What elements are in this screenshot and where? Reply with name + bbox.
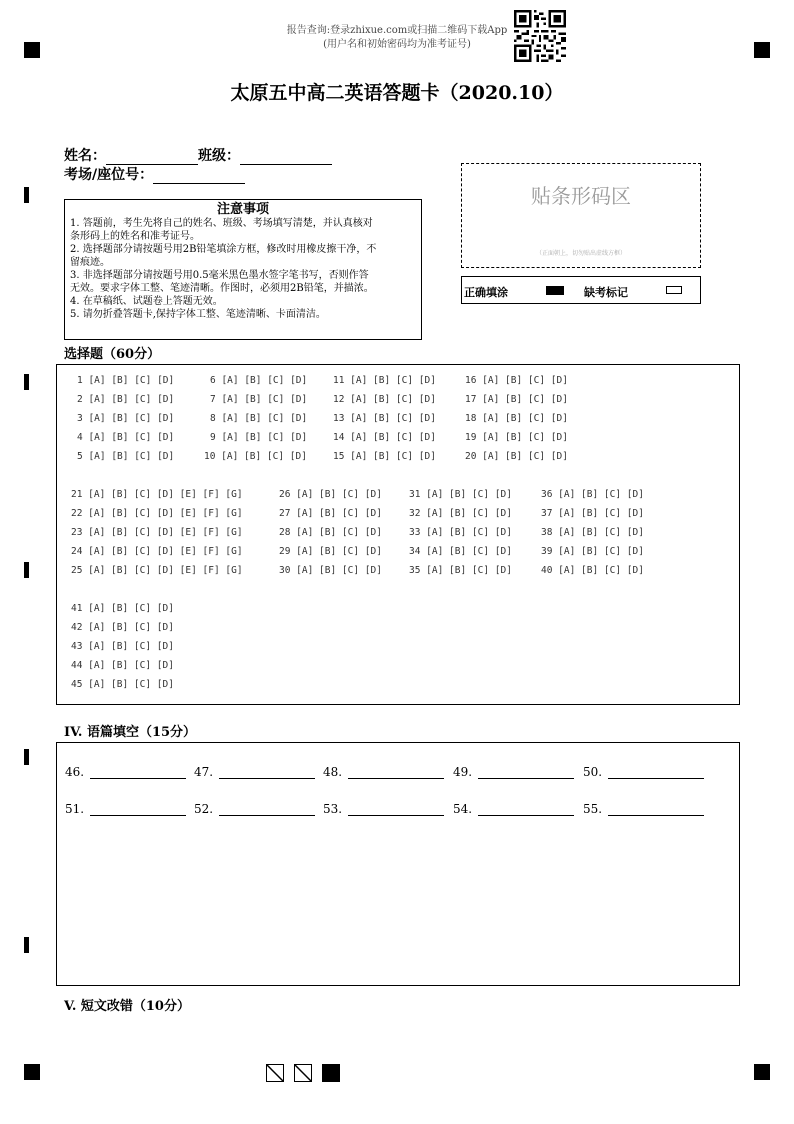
fill-blank[interactable] bbox=[453, 802, 574, 816]
choice-question[interactable]: 4 [A] [B] [C] [D] bbox=[77, 432, 175, 443]
side-mark bbox=[24, 562, 29, 578]
notes-title: 注意事项 bbox=[216, 202, 269, 217]
name-label: 姓名： bbox=[64, 148, 106, 164]
choice-question[interactable]: 11 [A] [B] [C] [D] bbox=[333, 375, 436, 386]
report-line-1: 报告查询:登录zhixue.com或扫描二维码下载App bbox=[286, 25, 508, 36]
fill-blank-line[interactable] bbox=[90, 803, 186, 816]
fill-blank-number: 55. bbox=[583, 802, 603, 816]
choice-question[interactable]: 37 [A] [B] [C] [D] bbox=[541, 508, 644, 519]
class-input[interactable] bbox=[240, 150, 332, 165]
choice-question[interactable]: 45 [A] [B] [C] [D] bbox=[71, 679, 174, 690]
fill-blank-line[interactable] bbox=[478, 803, 574, 816]
choice-question[interactable]: 33 [A] [B] [C] [D] bbox=[409, 527, 512, 538]
choice-question[interactable]: 16 [A] [B] [C] [D] bbox=[465, 375, 568, 386]
choice-question[interactable]: 25 [A] [B] [C] [D] [E] [F] [G] bbox=[71, 565, 243, 576]
notes-lines bbox=[70, 217, 416, 321]
choice-question[interactable]: 35 [A] [B] [C] [D] bbox=[409, 565, 512, 576]
fill-blank[interactable] bbox=[583, 765, 704, 779]
choice-question[interactable]: 1 [A] [B] [C] [D] bbox=[77, 375, 175, 386]
fill-blank-number: 47. bbox=[194, 765, 214, 779]
choice-question[interactable]: 8 [A] [B] [C] [D] bbox=[210, 413, 308, 424]
fill-blank[interactable] bbox=[65, 802, 186, 816]
choice-question[interactable]: 40 [A] [B] [C] [D] bbox=[541, 565, 644, 576]
choice-question[interactable]: 10 [A] [B] [C] [D] bbox=[204, 451, 307, 462]
seat-field-row bbox=[64, 164, 245, 184]
absent-mark-box[interactable] bbox=[666, 286, 682, 294]
choice-question[interactable]: 15 [A] [B] [C] [D] bbox=[333, 451, 436, 462]
barcode-label: 贴条形码区 bbox=[531, 184, 631, 208]
name-input[interactable] bbox=[106, 150, 198, 165]
choice-question[interactable]: 22 [A] [B] [C] [D] [E] [F] [G] bbox=[71, 508, 243, 519]
notes-line: 2. 选择题部分请按题号用2B铅笔填涂方框，修改时用橡皮擦干净，不 bbox=[70, 244, 377, 255]
fill-blank-number: 48. bbox=[323, 765, 343, 779]
choice-question[interactable]: 17 [A] [B] [C] [D] bbox=[465, 394, 568, 405]
side-mark bbox=[24, 187, 29, 203]
absent-mark-label: 缺考标记 bbox=[584, 286, 628, 299]
side-mark bbox=[24, 937, 29, 953]
name-field-row bbox=[64, 145, 332, 165]
choice-question[interactable]: 39 [A] [B] [C] [D] bbox=[541, 546, 644, 557]
choice-question[interactable]: 24 [A] [B] [C] [D] [E] [F] [G] bbox=[71, 546, 243, 557]
choice-question[interactable]: 26 [A] [B] [C] [D] bbox=[279, 489, 382, 500]
choice-question[interactable]: 20 [A] [B] [C] [D] bbox=[465, 451, 568, 462]
seat-label: 考场/座位号： bbox=[64, 167, 154, 183]
fill-box bbox=[56, 742, 740, 986]
correction-section-title: V. 短文改错（10分） bbox=[64, 999, 190, 1014]
choice-question[interactable]: 12 [A] [B] [C] [D] bbox=[333, 394, 436, 405]
fill-blank-number: 50. bbox=[583, 765, 603, 779]
fill-blank-line[interactable] bbox=[219, 766, 315, 779]
fill-blank-number: 53. bbox=[323, 802, 343, 816]
choice-question[interactable]: 43 [A] [B] [C] [D] bbox=[71, 641, 174, 652]
choice-question[interactable]: 2 [A] [B] [C] [D] bbox=[77, 394, 175, 405]
fill-blank-line[interactable] bbox=[90, 766, 186, 779]
fill-blank-number: 52. bbox=[194, 802, 214, 816]
fill-blank-line[interactable] bbox=[608, 766, 704, 779]
fill-blank[interactable] bbox=[194, 765, 315, 779]
correct-fill-label: 正确填涂 bbox=[464, 286, 508, 299]
fill-section-title: IV. 语篇填空（15分） bbox=[64, 725, 197, 740]
fill-blank[interactable] bbox=[583, 802, 704, 816]
barcode-sub: （正面朝上，切勿贴出虚线方框） bbox=[535, 250, 626, 257]
choice-question[interactable]: 42 [A] [B] [C] [D] bbox=[71, 622, 174, 633]
barcode-area[interactable] bbox=[461, 163, 701, 268]
fill-blank-line[interactable] bbox=[348, 803, 444, 816]
choice-question[interactable]: 5 [A] [B] [C] [D] bbox=[77, 451, 175, 462]
fill-blank[interactable] bbox=[323, 765, 444, 779]
choice-question[interactable]: 31 [A] [B] [C] [D] bbox=[409, 489, 512, 500]
slashed-square-icon bbox=[294, 1064, 312, 1082]
choice-question[interactable]: 3 [A] [B] [C] [D] bbox=[77, 413, 175, 424]
fill-blank-line[interactable] bbox=[608, 803, 704, 816]
choice-box bbox=[56, 364, 740, 705]
choice-question[interactable]: 36 [A] [B] [C] [D] bbox=[541, 489, 644, 500]
notes-line: 无效。要求字体工整、笔迹清晰。作图时，必须用2B铅笔，并描浓。 bbox=[70, 283, 374, 294]
slashed-square-icon bbox=[266, 1064, 284, 1082]
notes-line: 1. 答题前，考生先将自己的姓名、班级、考场填写清楚，并认真核对 bbox=[70, 218, 373, 229]
notes-box bbox=[64, 199, 422, 340]
choice-question[interactable]: 41 [A] [B] [C] [D] bbox=[71, 603, 174, 614]
fill-blank[interactable] bbox=[65, 765, 186, 779]
choice-question[interactable]: 30 [A] [B] [C] [D] bbox=[279, 565, 382, 576]
notes-line: 5. 请勿折叠答题卡,保持字体工整、笔迹清晰、卡面清洁。 bbox=[70, 309, 326, 320]
choice-question[interactable]: 13 [A] [B] [C] [D] bbox=[333, 413, 436, 424]
class-label: 班级： bbox=[198, 148, 240, 164]
choice-question[interactable]: 14 [A] [B] [C] [D] bbox=[333, 432, 436, 443]
choice-question[interactable]: 34 [A] [B] [C] [D] bbox=[409, 546, 512, 557]
seat-input[interactable] bbox=[153, 169, 245, 184]
choice-question[interactable]: 6 [A] [B] [C] [D] bbox=[210, 375, 308, 386]
choice-question[interactable]: 28 [A] [B] [C] [D] bbox=[279, 527, 382, 538]
choice-question[interactable]: 18 [A] [B] [C] [D] bbox=[465, 413, 568, 424]
fill-legend bbox=[461, 276, 701, 304]
report-line-2: (用户名和初始密码均为准考证号) bbox=[323, 39, 471, 50]
fill-blank-line[interactable] bbox=[478, 766, 574, 779]
notes-line: 留痕迹。 bbox=[70, 257, 110, 268]
notes-line: 3. 非选择题部分请按题号用0.5毫米黑色墨水签字笔书写，否则作答 bbox=[70, 270, 369, 281]
notes-line: 4. 在草稿纸、试题卷上答题无效。 bbox=[70, 296, 223, 307]
fill-blank[interactable] bbox=[453, 765, 574, 779]
corner-mark-bottom-left bbox=[24, 1064, 40, 1080]
choice-question[interactable]: 44 [A] [B] [C] [D] bbox=[71, 660, 174, 671]
side-mark bbox=[24, 374, 29, 390]
choice-question[interactable]: 21 [A] [B] [C] [D] [E] [F] [G] bbox=[71, 489, 243, 500]
fill-blank-line[interactable] bbox=[348, 766, 444, 779]
corner-mark-bottom-right bbox=[754, 1064, 770, 1080]
qr-code-icon[interactable] bbox=[514, 10, 566, 62]
fill-blank[interactable] bbox=[323, 802, 444, 816]
choice-question[interactable]: 9 [A] [B] [C] [D] bbox=[210, 432, 308, 443]
side-mark bbox=[24, 749, 29, 765]
choice-question[interactable]: 38 [A] [B] [C] [D] bbox=[541, 527, 644, 538]
report-note bbox=[0, 24, 794, 52]
choice-question[interactable]: 32 [A] [B] [C] [D] bbox=[409, 508, 512, 519]
page-title: 太原五中高二英语答题卡（2020.10） bbox=[230, 82, 564, 104]
filled-square-icon bbox=[322, 1064, 340, 1082]
notes-line: 条形码上的姓名和准考证号。 bbox=[70, 231, 200, 242]
fill-blank-line[interactable] bbox=[219, 803, 315, 816]
fill-blank[interactable] bbox=[194, 802, 315, 816]
choice-question[interactable]: 19 [A] [B] [C] [D] bbox=[465, 432, 568, 443]
choice-section-title: 选择题（60分） bbox=[64, 347, 161, 362]
choice-question[interactable]: 29 [A] [B] [C] [D] bbox=[279, 546, 382, 557]
fill-blank-number: 51. bbox=[65, 802, 85, 816]
choice-question[interactable]: 27 [A] [B] [C] [D] bbox=[279, 508, 382, 519]
fill-blank-number: 46. bbox=[65, 765, 85, 779]
fill-blank-number: 49. bbox=[453, 765, 473, 779]
choice-question[interactable]: 7 [A] [B] [C] [D] bbox=[210, 394, 308, 405]
fill-blank-number: 54. bbox=[453, 802, 473, 816]
correct-fill-sample bbox=[546, 286, 564, 295]
choice-question[interactable]: 23 [A] [B] [C] [D] [E] [F] [G] bbox=[71, 527, 243, 538]
